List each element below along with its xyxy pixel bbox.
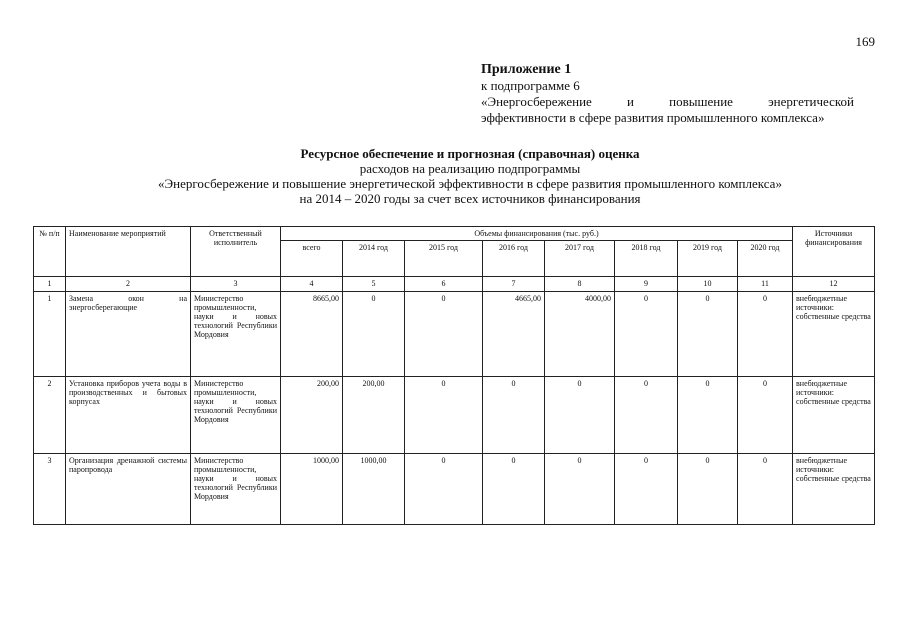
row-name: Установка приборов учета воды в производственных и бытовых корпусах bbox=[66, 377, 191, 454]
header-total: всего bbox=[281, 241, 343, 277]
row-2017: 0 bbox=[545, 454, 615, 525]
col-number: 3 bbox=[191, 277, 281, 292]
col-number: 7 bbox=[483, 277, 545, 292]
row-num: 1 bbox=[34, 292, 66, 377]
row-2014: 200,00 bbox=[343, 377, 405, 454]
col-number: 10 bbox=[678, 277, 738, 292]
header-sources: Источники финансирования bbox=[793, 227, 875, 277]
header-2019: 2019 год bbox=[678, 241, 738, 277]
table-row bbox=[34, 454, 875, 525]
header-2015: 2015 год bbox=[405, 241, 483, 277]
column-number-row bbox=[34, 277, 875, 292]
appendix-line-2: «Энергосбережение и повышение энергетической bbox=[481, 94, 854, 109]
row-num: 3 bbox=[34, 454, 66, 525]
heading-line-2: расходов на реализацию подпрограммы bbox=[359, 161, 581, 176]
row-2014: 0 bbox=[343, 292, 405, 377]
col-number: 8 bbox=[545, 277, 615, 292]
row-2020: 0 bbox=[738, 377, 793, 454]
row-source: внебюджетные источники: собственные средства bbox=[793, 454, 875, 525]
table-row bbox=[34, 377, 875, 454]
row-name: Организация дренажной системы паропровода bbox=[66, 454, 191, 525]
document-heading bbox=[100, 146, 840, 206]
header-2018: 2018 год bbox=[615, 241, 678, 277]
row-2018: 0 bbox=[615, 377, 678, 454]
row-2017: 4000,00 bbox=[545, 292, 615, 377]
header-name: Наименование мероприятий bbox=[66, 227, 191, 277]
header-num: № п/п bbox=[34, 227, 66, 277]
row-name: Замена окон на энергосберегающие bbox=[66, 292, 191, 377]
col-number: 4 bbox=[281, 277, 343, 292]
appendix-title: Приложение 1 bbox=[481, 62, 572, 77]
col-number: 9 bbox=[615, 277, 678, 292]
header-2014: 2014 год bbox=[343, 241, 405, 277]
row-responsible: Министерство промышленности, науки и новых технологий Республики Мордовия bbox=[191, 454, 281, 525]
header-responsible: Ответственный исполнитель bbox=[191, 227, 281, 277]
row-responsible: Министерство промышленности, науки и новых технологий Республики Мордовия bbox=[191, 292, 281, 377]
appendix-line-3: эффективности в сфере развития промышленного комплекса» bbox=[481, 110, 825, 125]
row-2016: 0 bbox=[483, 377, 545, 454]
header-2017: 2017 год bbox=[545, 241, 615, 277]
row-2019: 0 bbox=[678, 377, 738, 454]
row-2020: 0 bbox=[738, 454, 793, 525]
col-number: 11 bbox=[738, 277, 793, 292]
header-row-1 bbox=[34, 227, 875, 241]
row-num: 2 bbox=[34, 377, 66, 454]
col-number: 1 bbox=[34, 277, 66, 292]
row-2014: 1000,00 bbox=[343, 454, 405, 525]
row-2018: 0 bbox=[615, 454, 678, 525]
row-2015: 0 bbox=[405, 454, 483, 525]
col-number: 2 bbox=[66, 277, 191, 292]
row-2017: 0 bbox=[545, 377, 615, 454]
row-source: внебюджетные источники: собственные средства bbox=[793, 377, 875, 454]
heading-line-1: Ресурсное обеспечение и прогнозная (справочная) оценка bbox=[300, 146, 640, 161]
row-2015: 0 bbox=[405, 292, 483, 377]
row-total: 1000,00 bbox=[281, 454, 343, 525]
appendix-block bbox=[481, 62, 854, 126]
row-2019: 0 bbox=[678, 454, 738, 525]
table-row bbox=[34, 292, 875, 377]
row-2016: 0 bbox=[483, 454, 545, 525]
row-2018: 0 bbox=[615, 292, 678, 377]
row-2019: 0 bbox=[678, 292, 738, 377]
col-number: 12 bbox=[793, 277, 875, 292]
row-source: внебюджетные источники: собственные средства bbox=[793, 292, 875, 377]
header-2016: 2016 год bbox=[483, 241, 545, 277]
row-2016: 4665,00 bbox=[483, 292, 545, 377]
header-volumes: Объемы финансирования (тыс. руб.) bbox=[281, 227, 793, 241]
heading-line-3: «Энергосбережение и повышение энергетической эффективности в сфере развития промышленного комплекса» bbox=[158, 176, 782, 191]
col-number: 5 bbox=[343, 277, 405, 292]
row-responsible: Министерство промышленности, науки и новых технологий Республики Мордовия bbox=[191, 377, 281, 454]
header-2020: 2020 год bbox=[738, 241, 793, 277]
appendix-line-1: к подпрограмме 6 bbox=[481, 78, 580, 93]
row-total: 200,00 bbox=[281, 377, 343, 454]
row-2015: 0 bbox=[405, 377, 483, 454]
funding-table bbox=[33, 226, 875, 525]
heading-line-4: на 2014 – 2020 годы за счет всех источников финансирования bbox=[299, 191, 641, 206]
page-number: 169 bbox=[855, 34, 875, 49]
row-total: 8665,00 bbox=[281, 292, 343, 377]
row-2020: 0 bbox=[738, 292, 793, 377]
col-number: 6 bbox=[405, 277, 483, 292]
